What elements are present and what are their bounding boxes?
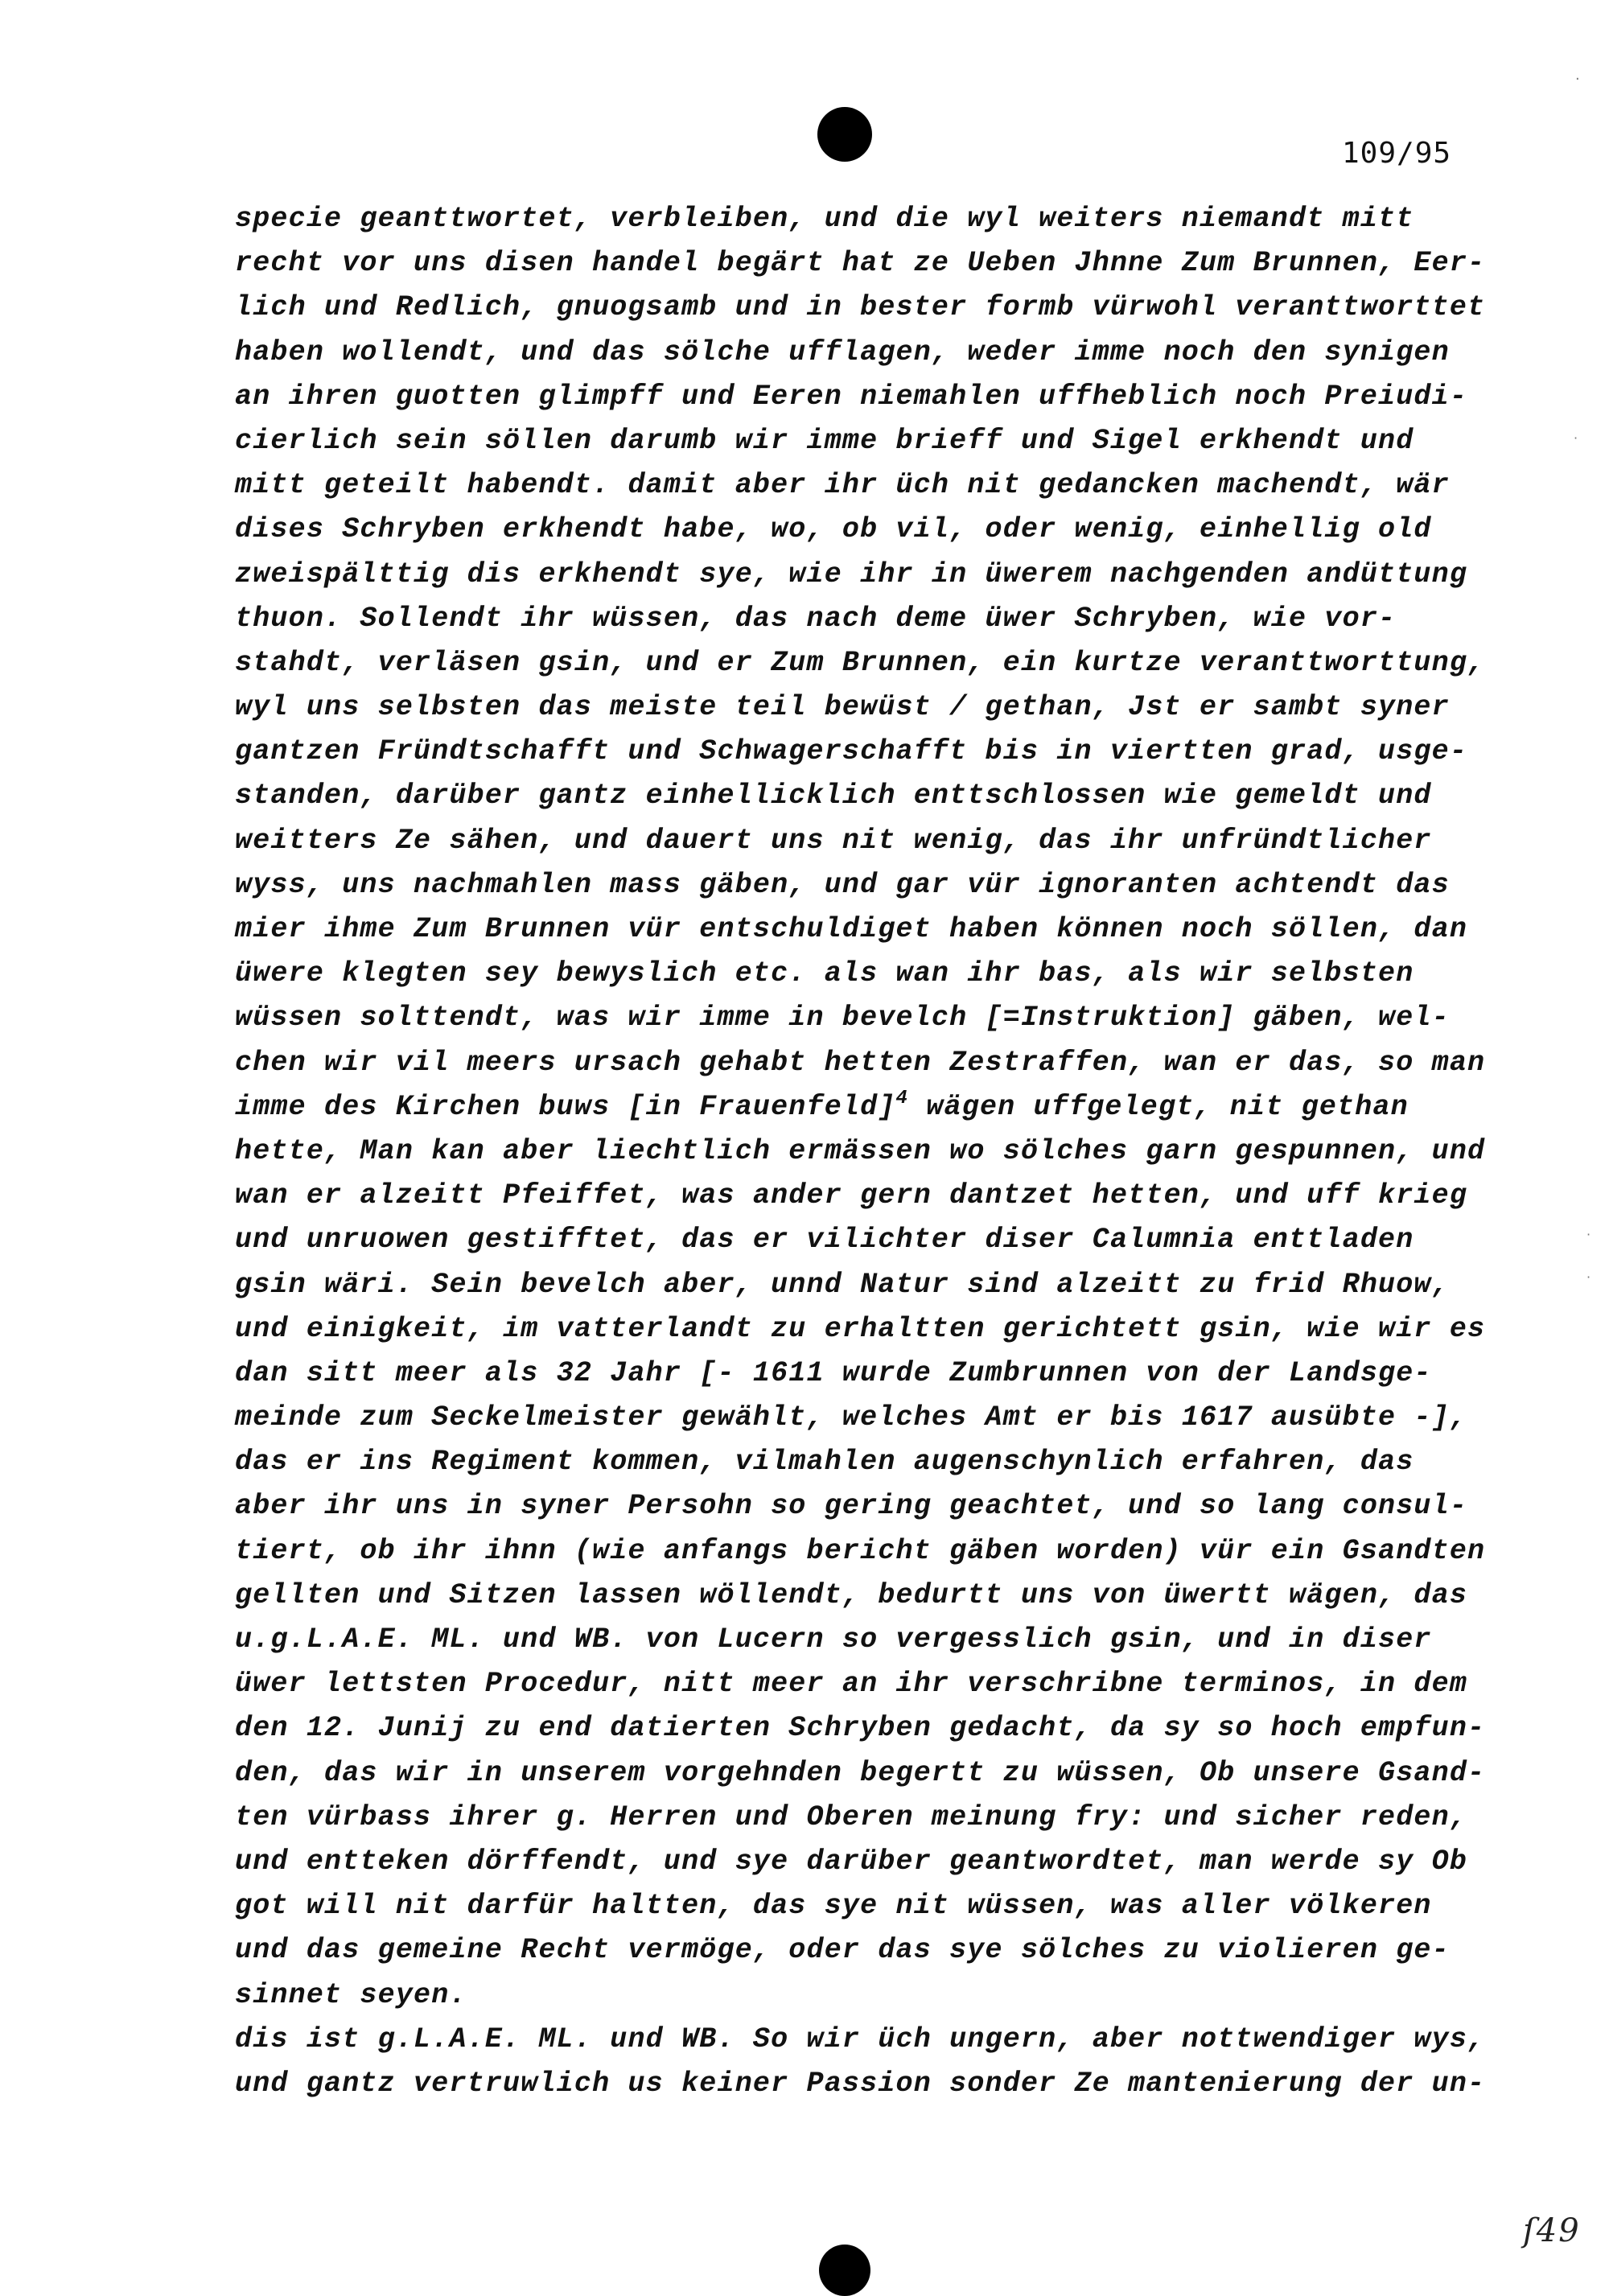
text-line [235,1041,1490,1085]
text-line [235,1840,1490,1884]
line-text: cierlich sein söllen darumb wir imme brieff und Sigel erkhendt und [235,424,1414,457]
line-text: aber ihr uns in syner Persohn so gering geachtet, und so lang consul- [235,1490,1468,1523]
line-text-continuation: wägen uffgelegt, nit gethan [908,1090,1409,1123]
line-text: hette, Man kan aber liechtlich ermässen wo sölches garn gespunnen, und [235,1134,1486,1167]
text-line [235,508,1490,552]
text-line [235,907,1490,952]
line-text: üwere klegten sey bewyslich etc. als wan ihr bas, als wir selbsten [235,957,1414,990]
text-line [235,952,1490,996]
text-line [235,863,1490,907]
text-line [235,996,1490,1040]
margin-mark: · [1574,430,1578,446]
line-text: und entteken dörffendt, und sye darüber geantwordtet, man werde sy Ob [235,1845,1468,1878]
line-text: recht vor uns disen handel begärt hat ze Ueben Jhnne Zum Brunnen, Eer- [235,247,1486,280]
line-text: wüssen solttendt, was wir imme in bevelch [=Instruktion] gäben, wel- [235,1002,1450,1035]
line-text: gellten und Sitzen lassen wöllendt, bedurtt uns von üwertt wägen, das [235,1578,1468,1611]
text-line [235,331,1490,375]
text-line [235,553,1490,597]
line-text: gantzen Fründtschafft und Schwagerschafft bis in viertten grad, usge- [235,735,1468,768]
line-text: dises Schryben erkhendt habe, wo, ob vil, oder wenig, einhellig old [235,513,1432,546]
line-text: und unruowen gestifftet, das er vilichter diser Calumnia enttladen [235,1224,1414,1257]
line-text: haben wollendt, und das sölche ufflagen, weder imme noch den synigen [235,335,1450,368]
archive-folio-mark: ſ49 [1523,2212,1581,2249]
line-text: wan er alzeitt Pfeiffet, was ander gern dantzet hetten, und uff krieg [235,1179,1468,1212]
line-text: wyss, uns nachmahlen mass gäben, und gar vür ignoranten achtendt das [235,868,1450,901]
text-line [235,197,1490,241]
line-text: mier ihme Zum Brunnen vür entschuldiget haben können noch söllen, dan [235,913,1468,945]
line-text: chen wir vil meers ursach gehabt hetten Zestraffen, wan er das, so man [235,1046,1486,1079]
text-line [235,463,1490,508]
text-line [235,419,1490,463]
text-line [235,774,1490,818]
margin-mark: · [1586,1269,1591,1285]
transcription-text [235,197,1490,2106]
text-line [235,286,1490,330]
text-line [235,1574,1490,1618]
text-line [235,1529,1490,1574]
text-line [235,1263,1490,1307]
text-line [235,1174,1490,1218]
punch-hole-mark-bottom [819,2245,870,2296]
line-text: weitters Ze sähen, und dauert uns nit wenig, das ihr unfründtlicher [235,824,1432,857]
footnote-reference: 4 [895,1087,909,1109]
line-text: und einigkeit, im vatterlandt zu erhaltten gerichtett gsin, wie wir es [235,1312,1486,1345]
text-line [235,1884,1490,1928]
line-text: wyl uns selbsten das meiste teil bewüst / gethan, Jst er sambt syner [235,691,1450,724]
text-line [235,1218,1490,1262]
text-line [235,1796,1490,1840]
line-text: das er ins Regiment kommen, vilmahlen augenschynlich erfahren, das [235,1446,1414,1479]
text-line [235,1928,1490,1973]
text-line [235,730,1490,774]
text-line [235,685,1490,730]
line-text: imme des Kirchen buws [in Frauenfeld] [235,1090,896,1123]
line-text: und das gemeine Recht vermöge, oder das sye sölches zu violieren ge- [235,1934,1450,1967]
text-line [235,1307,1490,1352]
text-line [235,2062,1490,2106]
text-line [235,1618,1490,1662]
text-line [235,1484,1490,1529]
line-text: stahdt, verläsen gsin, und er Zum Brunnen, ein kurtze veranttworttung, [235,646,1486,679]
text-line [235,1751,1490,1796]
text-line [235,1440,1490,1484]
line-text: u.g.L.A.E. ML. und WB. von Lucern so vergesslich gsin, und in diser [235,1623,1432,1656]
text-line [235,241,1490,286]
line-text: üwer lettsten Procedur, nitt meer an ihr verschribne terminos, in dem [235,1668,1468,1701]
text-line [235,819,1490,863]
line-text: sinnet seyen. [235,1978,467,2011]
line-text: dis ist g.L.A.E. ML. und WB. So wir üch ungern, aber nottwendiger wys, [235,2022,1486,2055]
text-line [235,597,1490,641]
line-text: standen, darüber gantz einhellicklich enttschlossen wie gemeldt und [235,780,1432,813]
line-text: den, das wir in unserem vorgehnden begertt zu wüssen, Ob unsere Gsand- [235,1756,1486,1789]
line-text: ten vürbass ihrer g. Herren und Oberen meinung fry: und sicher reden, [235,1800,1468,1833]
line-text: tiert, ob ihr ihnn (wie anfangs bericht gäben worden) vür ein Gsandten [235,1534,1486,1567]
page-number: 109/95 [1342,137,1452,170]
text-line [235,2018,1490,2062]
line-text: lich und Redlich, gnuogsamb und in bester formb vürwohl veranttworttet [235,291,1486,324]
text-line [235,1396,1490,1440]
line-text: got will nit darfür haltten, das sye nit wüssen, was aller völkeren [235,1890,1432,1923]
line-text: zweispälttig dis erkhendt sye, wie ihr in üwerem nachgenden andüttung [235,558,1468,590]
text-line [235,641,1490,685]
text-line [235,1662,1490,1706]
text-line [235,1973,1490,2018]
margin-mark: · [1575,71,1580,88]
line-text: specie geanttwortet, verbleiben, und die wyl weiters niemandt mitt [235,203,1414,235]
line-text: meinde zum Seckelmeister gewählt, welches Amt er bis 1617 ausübte -], [235,1401,1468,1434]
line-text: gsin wäri. Sein bevelch aber, unnd Natur sind alzeitt zu frid Rhuow, [235,1268,1450,1301]
line-text: und gantz vertruwlich us keiner Passion sonder Ze mantenierung der un- [235,2067,1486,2100]
line-text: den 12. Junij zu end datierten Schryben gedacht, da sy so hoch empfun- [235,1712,1486,1745]
punch-hole-mark [817,107,872,162]
line-text: dan sitt meer als 32 Jahr [- 1611 wurde Zumbrunnen von der Landsge- [235,1356,1432,1389]
text-line [235,1706,1490,1751]
text-line [235,1085,1490,1129]
text-line [235,1129,1490,1174]
line-text: mitt geteilt habendt. damit aber ihr üch nit gedancken machendt, wär [235,469,1450,502]
text-line [235,1352,1490,1396]
text-line [235,375,1490,419]
margin-mark: · [1586,1227,1591,1242]
line-text: thuon. Sollendt ihr wüssen, das nach deme üwer Schryben, wie vor- [235,602,1397,635]
line-text: an ihren guotten glimpff und Eeren niemahlen uffheblich noch Preiudi- [235,380,1468,413]
